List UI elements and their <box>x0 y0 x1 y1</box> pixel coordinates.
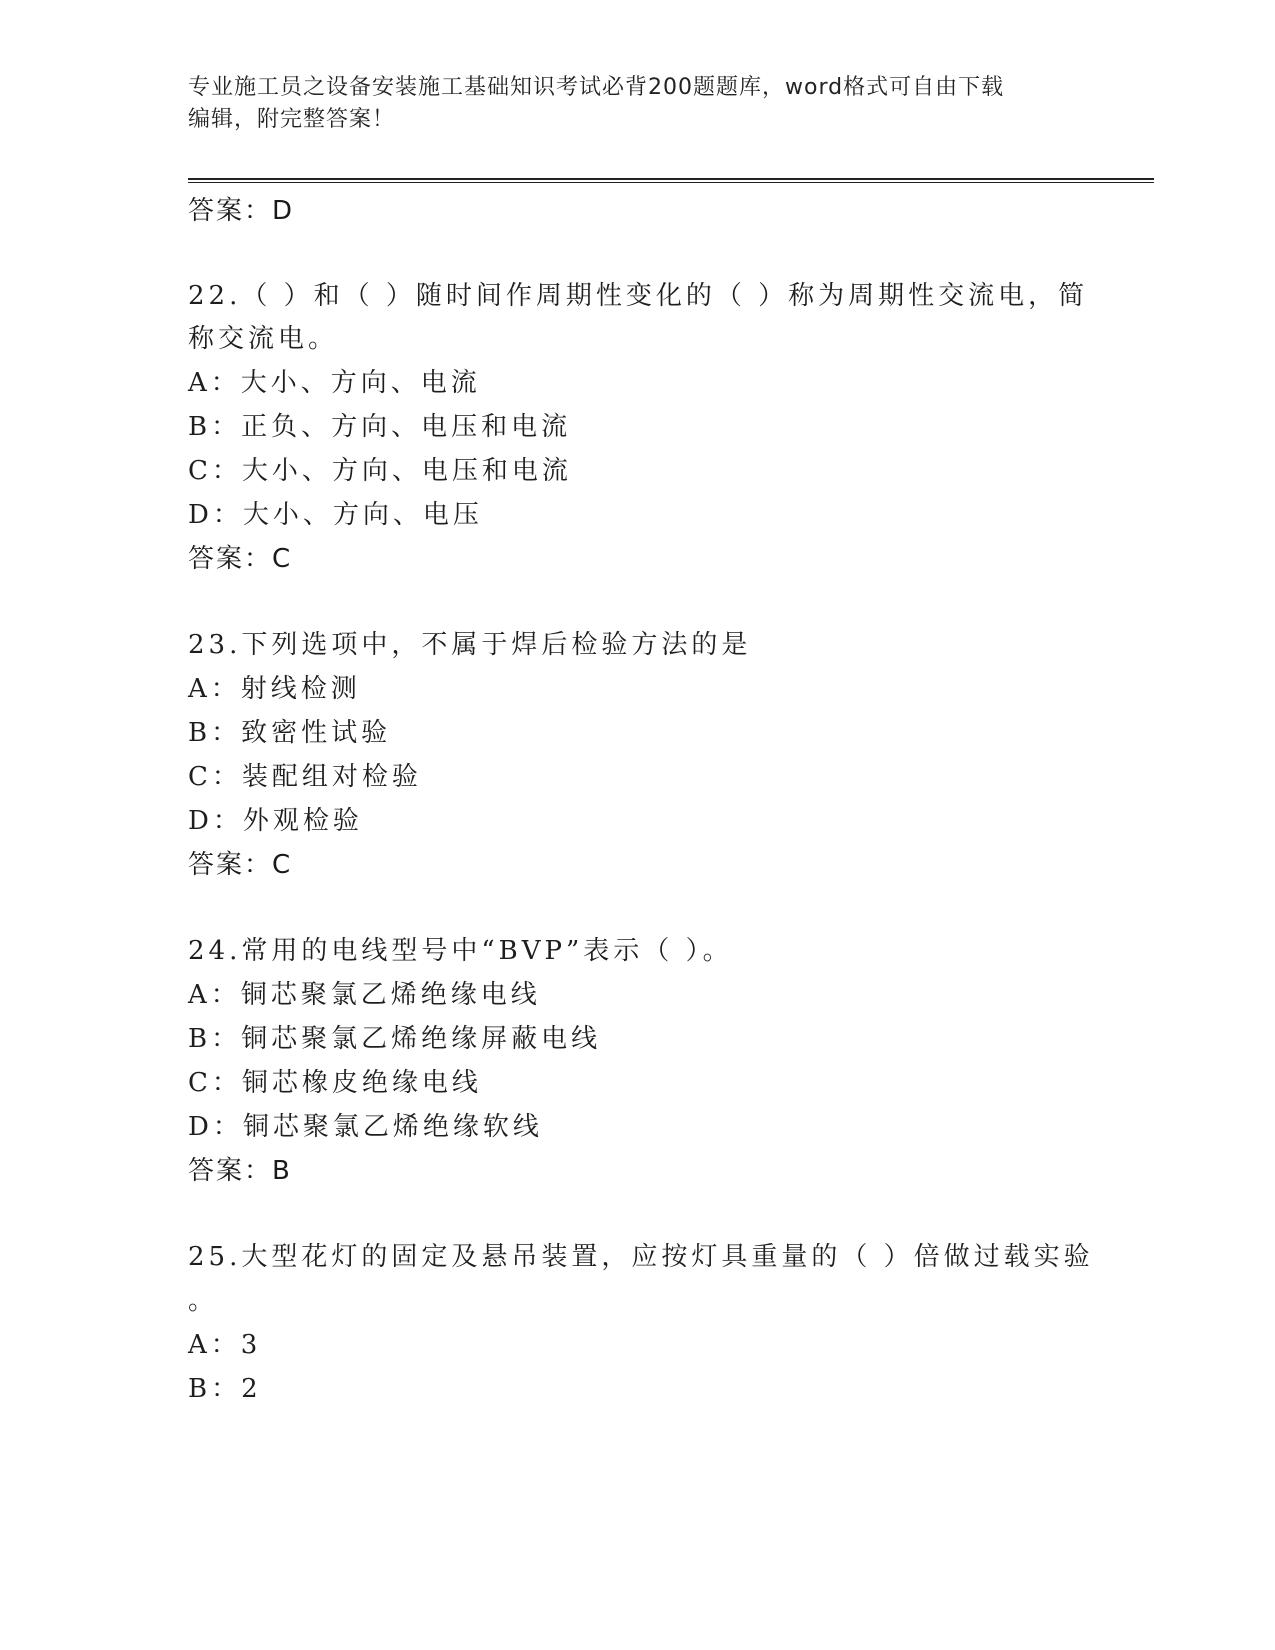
question-23-option-c: C：装配组对检验 <box>188 762 422 792</box>
question-22-option-b: B：正负、方向、电压和电流 <box>188 412 572 442</box>
document-header <box>188 72 1088 136</box>
question-23-option-b: B：致密性试验 <box>188 718 392 748</box>
question-23-option-d: D：外观检验 <box>188 806 363 836</box>
question-24-option-a: A：铜芯聚氯乙烯绝缘电线 <box>188 980 541 1010</box>
question-25-option-a: A：3 <box>188 1330 262 1360</box>
question-23-stem: 23.下列选项中，不属于焊后检验方法的是 <box>188 630 752 660</box>
previous-question-answer: 答案：D <box>188 196 295 226</box>
question-24-option-b: B：铜芯聚氯乙烯绝缘屏蔽电线 <box>188 1024 602 1054</box>
question-22-answer: 答案：C <box>188 544 293 574</box>
header-divider <box>188 178 1154 183</box>
question-23-answer: 答案：C <box>188 850 293 880</box>
question-24-stem: 24.常用的电线型号中“BVP”表示（ ）。 <box>188 936 733 966</box>
question-25-option-b: B：2 <box>188 1374 262 1404</box>
header-title-line-1: 专业施工员之设备安装施工基础知识考试必背200题题库，word格式可自由下载 <box>188 75 1005 100</box>
header-title-line-2: 编辑，附完整答案！ <box>188 107 396 132</box>
question-25-stem-line-1: 25.大型花灯的固定及悬吊装置，应按灯具重量的（ ）倍做过载实验 <box>188 1242 1094 1272</box>
question-25-stem-line-2: 。 <box>188 1286 219 1316</box>
question-22-stem-line-1: 22.（ ）和（ ）随时间作周期性变化的（ ）称为周期性交流电，简 <box>188 281 1089 311</box>
question-22-stem-line-2: 称交流电。 <box>188 324 339 354</box>
question-24-option-c: C：铜芯橡皮绝缘电线 <box>188 1068 482 1098</box>
question-22-option-a: A：大小、方向、电流 <box>188 368 481 398</box>
question-22-option-c: C：大小、方向、电压和电流 <box>188 456 572 486</box>
question-24-answer: 答案：B <box>188 1156 292 1186</box>
question-23-option-a: A：射线检测 <box>188 674 361 704</box>
question-24-option-d: D：铜芯聚氯乙烯绝缘软线 <box>188 1112 543 1142</box>
question-22-option-d: D：大小、方向、电压 <box>188 500 483 530</box>
